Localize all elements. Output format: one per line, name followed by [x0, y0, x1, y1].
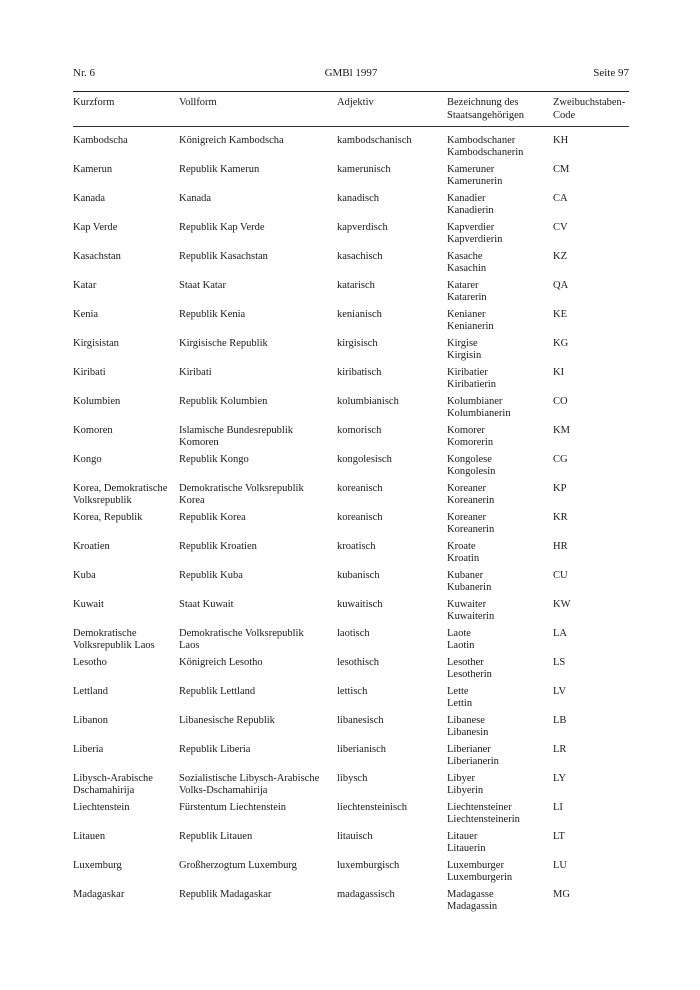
column-header-kurzform: Kurzform	[73, 97, 115, 108]
cell-bezeichnung: Luxemburger Luxemburgerin	[447, 860, 513, 883]
cell-vollform: Republik Lettland	[179, 686, 256, 697]
table-row	[73, 802, 629, 831]
cell-vollform: Republik Kenia	[179, 309, 246, 320]
cell-bezeichnung: Liechtensteiner Liechtensteinerin	[447, 802, 520, 825]
cell-code: KW	[553, 599, 571, 610]
cell-bezeichnung: Kambodschaner Kambodschanerin	[447, 135, 524, 158]
cell-kurzform: Lettland	[73, 686, 108, 697]
cell-adjektiv: kapverdisch	[337, 222, 388, 233]
cell-adjektiv: kuwaitisch	[337, 599, 383, 610]
table-row	[73, 541, 629, 570]
cell-code: KH	[553, 135, 569, 146]
cell-code: LY	[553, 773, 566, 784]
cell-vollform: Republik Kasachstan	[179, 251, 268, 262]
cell-vollform: Staat Katar	[179, 280, 226, 291]
cell-kurzform: Liberia	[73, 744, 104, 755]
page-number: Seite 97	[593, 67, 629, 79]
cell-bezeichnung: Kiribatier Kiribatierin	[447, 367, 496, 390]
cell-vollform: Republik Litauen	[179, 831, 253, 842]
cell-bezeichnung: Kongolese Kongolesin	[447, 454, 496, 477]
cell-adjektiv: libysch	[337, 773, 368, 784]
cell-bezeichnung: Katarer Katarerin	[447, 280, 487, 303]
cell-adjektiv: libanesisch	[337, 715, 384, 726]
cell-bezeichnung: Liberianer Liberianerin	[447, 744, 499, 767]
table-row	[73, 773, 629, 802]
cell-kurzform: Libanon	[73, 715, 108, 726]
table-row	[73, 367, 629, 396]
cell-bezeichnung: Madagasse Madagassin	[447, 889, 498, 912]
cell-adjektiv: katarisch	[337, 280, 375, 291]
table-row	[73, 483, 629, 512]
cell-code: KM	[553, 425, 570, 436]
cell-adjektiv: kroatisch	[337, 541, 376, 552]
table-row	[73, 280, 629, 309]
cell-adjektiv: lesothisch	[337, 657, 379, 668]
cell-kurzform: Libysch-Arabische Dschamahirija	[73, 773, 153, 796]
cell-kurzform: Kuwait	[73, 599, 104, 610]
issue-number: Nr. 6	[73, 67, 95, 79]
cell-kurzform: Kanada	[73, 193, 106, 204]
cell-adjektiv: kenianisch	[337, 309, 382, 320]
cell-adjektiv: kamerunisch	[337, 164, 391, 175]
cell-code: CV	[553, 222, 568, 233]
cell-vollform: Libanesische Republik	[179, 715, 275, 726]
table-row	[73, 251, 629, 280]
cell-adjektiv: komorisch	[337, 425, 382, 436]
cell-kurzform: Katar	[73, 280, 97, 291]
cell-adjektiv: lettisch	[337, 686, 368, 697]
page-header	[73, 66, 629, 82]
table-row	[73, 338, 629, 367]
table-row	[73, 715, 629, 744]
cell-code: CO	[553, 396, 568, 407]
column-header-code: Zweibuchstaben- Code	[553, 97, 626, 121]
cell-kurzform: Komoren	[73, 425, 113, 436]
cell-bezeichnung: Kenianer Kenianerin	[447, 309, 494, 332]
country-table	[73, 135, 629, 918]
cell-bezeichnung: Libanese Libanesin	[447, 715, 489, 738]
cell-kurzform: Kolumbien	[73, 396, 121, 407]
column-header-vollform: Vollform	[179, 97, 217, 108]
table-row	[73, 425, 629, 454]
cell-bezeichnung: Lette Lettin	[447, 686, 473, 709]
cell-code: KR	[553, 512, 568, 523]
cell-adjektiv: kongolesisch	[337, 454, 392, 465]
cell-vollform: Republik Kongo	[179, 454, 249, 465]
cell-vollform: Republik Liberia	[179, 744, 251, 755]
cell-code: KI	[553, 367, 565, 378]
cell-vollform: Kiribati	[179, 367, 212, 378]
cell-adjektiv: kolumbianisch	[337, 396, 399, 407]
table-row	[73, 454, 629, 483]
cell-kurzform: Liechtenstein	[73, 802, 130, 813]
cell-bezeichnung: Kasache Kasachin	[447, 251, 487, 274]
cell-adjektiv: koreanisch	[337, 483, 383, 494]
cell-kurzform: Kasachstan	[73, 251, 121, 262]
cell-code: HR	[553, 541, 568, 552]
column-header-bezeichnung: Bezeichnung des Staatsangehörigen	[447, 97, 524, 121]
cell-kurzform: Korea, Republik	[73, 512, 143, 523]
table-row	[73, 309, 629, 338]
column-headers	[73, 97, 629, 125]
cell-adjektiv: kiribatisch	[337, 367, 382, 378]
cell-vollform: Kanada	[179, 193, 212, 204]
cell-bezeichnung: Koreaner Koreanerin	[447, 483, 495, 506]
cell-code: LT	[553, 831, 565, 842]
cell-vollform: Demokratische Volksrepublik Korea	[179, 483, 304, 506]
cell-kurzform: Kamerun	[73, 164, 113, 175]
cell-adjektiv: luxemburgisch	[337, 860, 400, 871]
cell-code: CG	[553, 454, 568, 465]
cell-vollform: Kirgisische Republik	[179, 338, 268, 349]
table-row	[73, 222, 629, 251]
table-row	[73, 599, 629, 628]
table-row	[73, 860, 629, 889]
cell-vollform: Islamische Bundesrepublik Komoren	[179, 425, 294, 448]
cell-bezeichnung: Koreaner Koreanerin	[447, 512, 495, 535]
cell-vollform: Republik Kamerun	[179, 164, 260, 175]
table-row	[73, 164, 629, 193]
cell-vollform: Königreich Lesotho	[179, 657, 263, 668]
cell-code: LS	[553, 657, 566, 668]
cell-bezeichnung: Laote Laotin	[447, 628, 475, 651]
cell-kurzform: Kiribati	[73, 367, 106, 378]
cell-kurzform: Kap Verde	[73, 222, 118, 233]
cell-vollform: Republik Kroatien	[179, 541, 257, 552]
cell-adjektiv: madagassisch	[337, 889, 395, 900]
cell-kurzform: Kuba	[73, 570, 96, 581]
header-rule	[73, 126, 629, 127]
cell-adjektiv: litauisch	[337, 831, 373, 842]
table-row	[73, 396, 629, 425]
cell-kurzform: Korea, Demokratische Volksrepublik	[73, 483, 168, 506]
cell-vollform: Republik Korea	[179, 512, 246, 523]
cell-adjektiv: liechtensteinisch	[337, 802, 407, 813]
table-row	[73, 686, 629, 715]
cell-bezeichnung: Kolumbianer Kolumbianerin	[447, 396, 511, 419]
cell-code: MG	[553, 889, 570, 900]
cell-bezeichnung: Kubaner Kubanerin	[447, 570, 492, 593]
cell-kurzform: Kongo	[73, 454, 102, 465]
cell-code: CU	[553, 570, 568, 581]
cell-adjektiv: kasachisch	[337, 251, 383, 262]
cell-code: LB	[553, 715, 567, 726]
cell-vollform: Fürstentum Liechtenstein	[179, 802, 287, 813]
cell-kurzform: Kirgisistan	[73, 338, 119, 349]
table-row	[73, 193, 629, 222]
cell-bezeichnung: Kapverdier Kapverdierin	[447, 222, 503, 245]
cell-kurzform: Kenia	[73, 309, 99, 320]
cell-kurzform: Demokratische Volksrepublik Laos	[73, 628, 155, 651]
table-row	[73, 889, 629, 918]
cell-vollform: Republik Madagaskar	[179, 889, 272, 900]
cell-adjektiv: kirgisisch	[337, 338, 378, 349]
cell-adjektiv: laotisch	[337, 628, 370, 639]
cell-code: LR	[553, 744, 567, 755]
cell-kurzform: Luxemburg	[73, 860, 122, 871]
cell-adjektiv: koreanisch	[337, 512, 383, 523]
cell-bezeichnung: Libyer Libyerin	[447, 773, 484, 796]
cell-vollform: Sozialistische Libysch-Arabische Volks-Dschamahirija	[179, 773, 320, 796]
table-row	[73, 657, 629, 686]
column-header-adjektiv: Adjektiv	[337, 97, 374, 108]
cell-kurzform: Lesotho	[73, 657, 107, 668]
cell-vollform: Königreich Kambodscha	[179, 135, 284, 146]
cell-code: LU	[553, 860, 567, 871]
cell-code: LA	[553, 628, 567, 639]
cell-adjektiv: liberianisch	[337, 744, 386, 755]
table-row	[73, 570, 629, 599]
publication-title: GMBl 1997	[324, 67, 378, 79]
cell-code: LV	[553, 686, 567, 697]
cell-bezeichnung: Kuwaiter Kuwaiterin	[447, 599, 495, 622]
cell-kurzform: Kroatien	[73, 541, 110, 552]
cell-bezeichnung: Litauer Litauerin	[447, 831, 486, 854]
cell-bezeichnung: Kirgise Kirgisin	[447, 338, 482, 361]
cell-code: CM	[553, 164, 570, 175]
cell-adjektiv: kanadisch	[337, 193, 379, 204]
cell-adjektiv: kubanisch	[337, 570, 380, 581]
cell-bezeichnung: Lesother Lesotherin	[447, 657, 492, 680]
cell-code: KE	[553, 309, 567, 320]
cell-bezeichnung: Kameruner Kamerunerin	[447, 164, 503, 187]
cell-vollform: Großherzogtum Luxemburg	[179, 860, 297, 871]
cell-code: QA	[553, 280, 569, 291]
cell-code: KP	[553, 483, 567, 494]
cell-kurzform: Litauen	[73, 831, 106, 842]
cell-vollform: Republik Kap Verde	[179, 222, 265, 233]
cell-kurzform: Madagaskar	[73, 889, 125, 900]
cell-bezeichnung: Kroate Kroatin	[447, 541, 480, 564]
top-rule	[73, 91, 629, 92]
table-row	[73, 628, 629, 657]
cell-code: CA	[553, 193, 568, 204]
cell-code: KG	[553, 338, 569, 349]
cell-bezeichnung: Komorer Komorerin	[447, 425, 494, 448]
table-row	[73, 744, 629, 773]
cell-bezeichnung: Kanadier Kanadierin	[447, 193, 494, 216]
cell-vollform: Republik Kuba	[179, 570, 243, 581]
table-row	[73, 831, 629, 860]
cell-code: KZ	[553, 251, 567, 262]
cell-vollform: Staat Kuwait	[179, 599, 234, 610]
cell-code: LI	[553, 802, 563, 813]
cell-vollform: Republik Kolumbien	[179, 396, 268, 407]
cell-vollform: Demokratische Volksrepublik Laos	[179, 628, 304, 651]
cell-kurzform: Kambodscha	[73, 135, 128, 146]
table-row	[73, 512, 629, 541]
table-row	[73, 135, 629, 164]
cell-adjektiv: kambodschanisch	[337, 135, 412, 146]
